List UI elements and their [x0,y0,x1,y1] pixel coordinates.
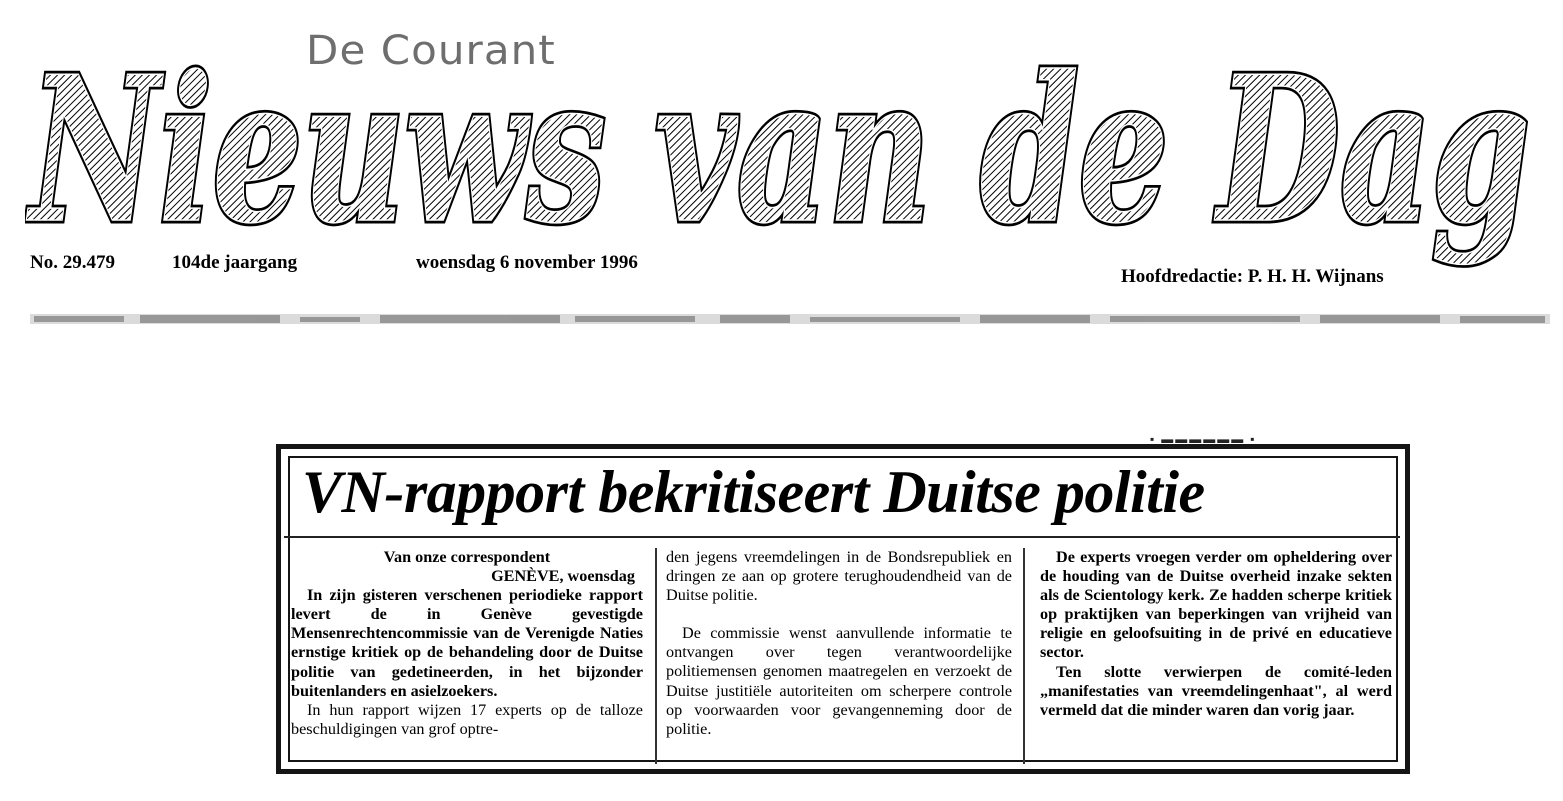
issue-date: woensdag 6 november 1996 [416,252,638,273]
byline: Van onze correspondent [383,548,551,566]
volume: 104de jaargang [172,252,298,273]
paragraph: De commissie wenst aanvullende informatie te ontvangen over tegen verantwoordelijke politiemensen genomen maatregelen en verzoekt de Duitse justitiële autoriteiten om scherpere controle op voorwaarden voor gevangenneming door de politie. [666,624,1012,738]
masthead-title: Nieuws van de Dag [25,33,1531,268]
paragraph: Ten slotte verwierpen de comité-leden „manifestaties van vreemdelingenhaat", al werd vermeld dat die minder waren dan vorig jaar. [1040,662,1392,719]
masthead-logo [25,22,1545,272]
article-headline: VN-rapport bekritiseert Duitse politie [302,459,1205,525]
article-column-2 [666,548,1012,739]
masthead-divider [30,308,1550,330]
masthead-title-inline: Nieuws van de Dag [25,33,1531,268]
headline-rule [284,536,1400,538]
paragraph: den jegens vreemdelingen in de Bondsrepubliek en dringen ze aan op grotere terughoudendheid van de Duitse politie. [666,548,1012,605]
editor: Hoofdredactie: P. H. H. Wijnans [1121,266,1384,287]
courant-stamp: De Courant [306,28,556,74]
paragraph: In hun rapport wijzen 17 experts op de talloze beschuldigingen van grof optre- [291,700,643,738]
paragraph: De experts vroegen verder om opheldering over de houding van de Duitse overheid inzake sekten als de Scientology kerk. Ze hadden scherpe kritiek op praktijken van beperkingen van vrijheid van religie en geloofsuiting in de privé en educatieve sector. [1040,548,1392,662]
column-divider [655,548,657,764]
issue-number: No. 29.479 [30,252,115,273]
paragraph: In zijn gisteren verschenen periodieke rapport levert de in Genève gevestigde Mensenrechtencommissie van de Verenigde Naties ernstige kritiek op de behandeling door de Duitse politie van gedetineerden, in het bijzonder buitenlanders en asielzoekers. [291,586,643,700]
article-column-3 [1040,548,1392,720]
column-divider [1023,548,1025,764]
article-column-1 [291,548,643,739]
dateline: GENÈVE, woensdag [491,567,635,586]
stray-print-marks: ▪ ▬▬▬▬▬▬ ▪ [1150,432,1257,446]
